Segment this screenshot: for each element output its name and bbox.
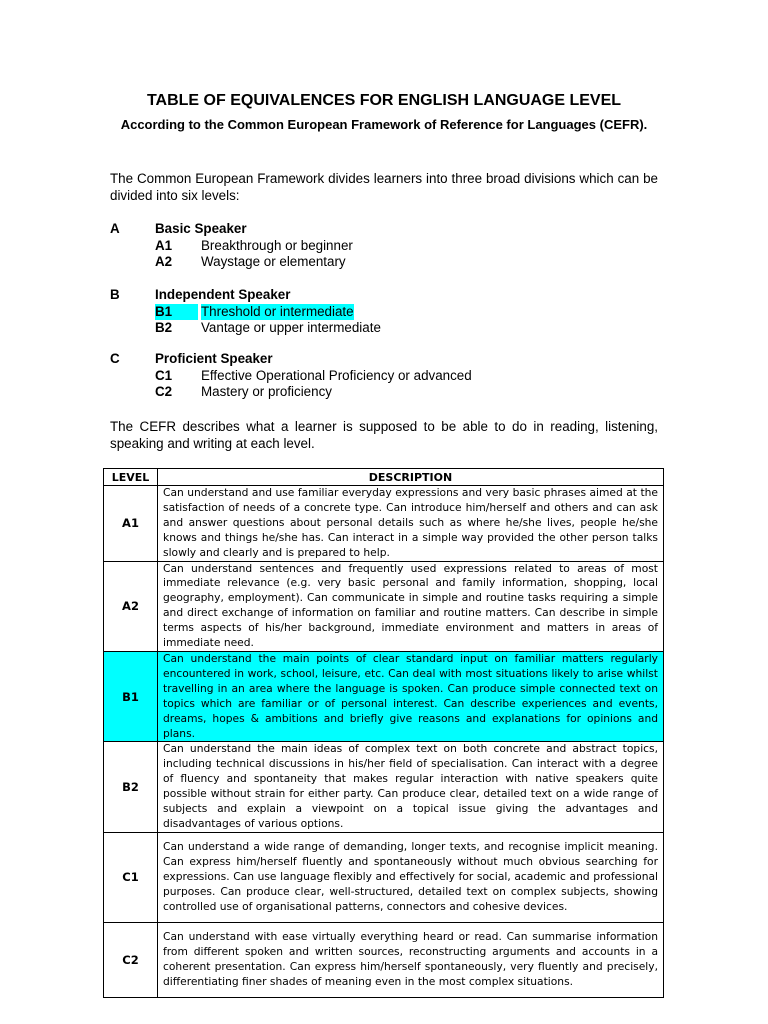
- group-name: Basic Speaker: [155, 221, 247, 236]
- table-row-highlighted: [104, 651, 664, 741]
- description-cell: Can understand the main ideas of complex text on both concrete and abstract topics, including technical discussions in his/her field of specialisation. Can interact with a degree of fluency and spontaneity that makes regular interaction with native speakers quite possible without strain for either party. Can produce clear, detailed text on a wide range of subjects and explain a viewpoint on a topical issue giving the advantages and disadvantages of various options.: [158, 742, 664, 832]
- level-description: Vantage or upper intermediate: [201, 320, 381, 335]
- table-row: [104, 561, 664, 651]
- level-cell: C2: [104, 922, 158, 997]
- table-row: [104, 486, 664, 562]
- group-name: Independent Speaker: [155, 287, 291, 302]
- description-cell: Can understand and use familiar everyday expressions and very basic phrases aimed at the satisfaction of needs of a concrete type. Can introduce him/herself and others and can ask and answer questions about personal details such as where he/she lives, people he/she knows and things he/she has. Can interact in a simple way provided the other person talks slowly and clearly and is prepared to help.: [158, 486, 664, 562]
- table-row: [104, 742, 664, 832]
- level-cell: B2: [104, 742, 158, 832]
- level-description: Breakthrough or beginner: [201, 237, 353, 253]
- page-title: TABLE OF EQUIVALENCES FOR ENGLISH LANGUAGE LEVEL: [146, 92, 622, 109]
- level-description: Waystage or elementary: [201, 254, 346, 269]
- group-a: [110, 221, 658, 271]
- level-code: A1: [155, 237, 173, 253]
- level-cell: C1: [104, 832, 158, 922]
- group-letter: C: [110, 351, 120, 366]
- outro-paragraph: The CEFR describes what a learner is supposed to be able to do in reading, listening, speaking and writing at each level.: [110, 419, 658, 451]
- group-b: [110, 287, 658, 337]
- group-name: Proficient Speaker: [155, 351, 273, 366]
- level-cell: A1: [104, 486, 158, 562]
- level-code: B2: [155, 320, 173, 335]
- level-code: B1: [155, 304, 198, 321]
- level-description: Effective Operational Proficiency or advanced: [201, 367, 472, 383]
- level-description: Mastery or proficiency: [201, 384, 332, 399]
- level-cell: B1: [104, 651, 158, 741]
- description-cell: Can understand sentences and frequently used expressions related to areas of most immediate relevance (e.g. very basic personal and family information, shopping, local geography, employment). Can communicate in simple and routine tasks requiring a simple and direct exchange of information on familiar and routine matters. Can describe in simple terms aspects of his/her background, immediate environment and matters in areas of immediate need.: [158, 561, 664, 651]
- level-description: Threshold or intermediate: [201, 303, 354, 319]
- group-letter: A: [110, 221, 120, 236]
- group-letter: B: [110, 287, 120, 302]
- description-cell: Can understand a wide range of demanding, longer texts, and recognise implicit meaning. Can express him/herself fluently and spontaneously without much obvious searching for expressions. Can use language flexibly and effectively for social, academic and professional purposes. Can produce clear, well-structured, detailed text on complex subjects, showing controlled use of organisational patterns, connectors and cohesive devices.: [158, 832, 664, 922]
- page-subtitle: According to the Common European Framework of Reference for Languages (CEFR).: [120, 117, 648, 132]
- level-cell: A2: [104, 561, 158, 651]
- column-header-level: LEVEL: [104, 469, 158, 486]
- table-header-row: [104, 469, 664, 486]
- table-row: [104, 832, 664, 922]
- group-c: [110, 351, 658, 401]
- cefr-table: [103, 468, 664, 998]
- highlighted-level-row: [110, 304, 658, 321]
- column-header-description: DESCRIPTION: [158, 469, 664, 486]
- level-code: C2: [155, 384, 173, 399]
- description-cell: Can understand with ease virtually everything heard or read. Can summarise information from different spoken and written sources, reconstructing arguments and accounts in a coherent presentation. Can express him/herself spontaneously, very fluently and precisely, differentiating finer shades of meaning even in the most complex situations.: [158, 922, 664, 997]
- level-code: C1: [155, 367, 173, 383]
- description-cell: Can understand the main points of clear standard input on familiar matters regularly encountered in work, school, leisure, etc. Can deal with most situations likely to arise whilst travelling in an area where the language is spoken. Can produce simple connected text on topics which are familiar or of personal interest. Can describe experiences and events, dreams, hopes & ambitions and briefly give reasons and explanations for opinions and plans.: [158, 651, 664, 741]
- table-row: [104, 922, 664, 997]
- level-code: A2: [155, 254, 173, 269]
- intro-paragraph: The Common European Framework divides learners into three broad divisions which can be divided into six levels:: [110, 171, 658, 203]
